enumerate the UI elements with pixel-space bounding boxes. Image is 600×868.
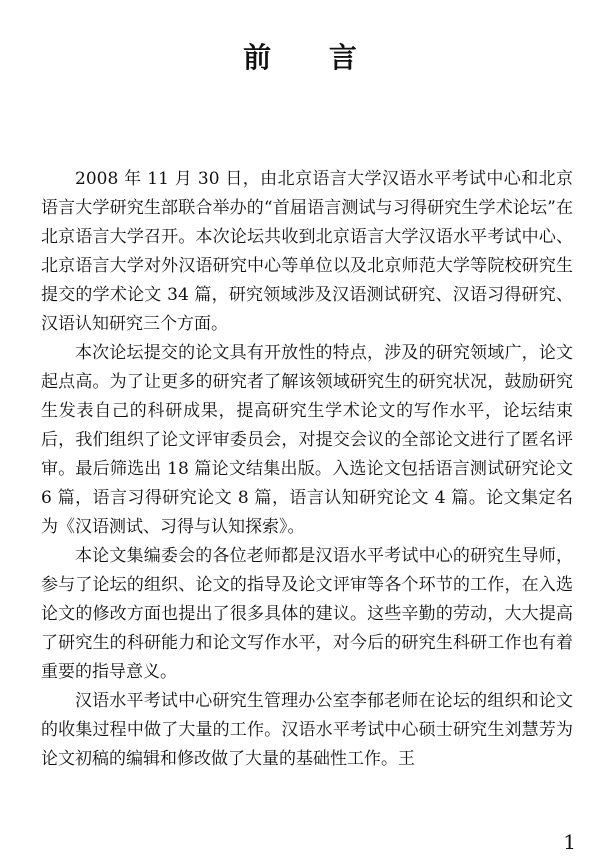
paragraph-4: 汉语水平考试中心研究生管理办公室李郁老师在论坛的组织和论文的收集过程中做了大量的工作。汉语水平考试中心硕士研究生刘慧芳为论文初稿的编辑和修改做了大量的基础性工作。王 bbox=[41, 691, 573, 769]
page-title: 前 言 bbox=[243, 41, 381, 74]
paragraph-3: 本论文集编委会的各位老师都是汉语水平考试中心的研究生导师，参与了论坛的组织、论文的指导及论文评审等各个环节的工作，在入选论文的修改方面也提出了很多具体的建议。这些辛勤的劳动，大大提高了研究生的科研能力和论文写作水平，对今后的研究生科研工作也有着重要的指导意义。 bbox=[41, 546, 573, 682]
paragraph-1: 2008 年 11 月 30 日，由北京语言大学汉语水平考试中心和北京语言大学研究生部联合举办的“首届语言测试与习得研究生学术论坛”在北京语言大学召开。本次论坛共收到北京语言大学汉语水平考试中心、北京语言大学对外汉语研究中心等单位以及北京师范大学等院校研究生提交的学术论文 34 篇，研究领域涉及汉语测试研究、汉语习得研究、汉语认知研究三个方面。 bbox=[41, 169, 573, 334]
paragraph-2: 本次论坛提交的论文具有开放性的特点，涉及的研究领域广，论文起点高。为了让更多的研究者了解该领域研究生的研究状况，鼓励研究生发表自己的科研成果，提高研究生学术论文的写作水平，论坛结束后，我们组织了论文评审委员会，对提交会议的全部论文进行了匿名评审。最后筛选出 18 篇论文结集出版。入选论文包括语言测试研究论文 6 篇，语言习得研究论文 8 篇，语言认知研究论文 4 篇。论文集定名为《汉语测试、习得与认知探索》。 bbox=[41, 343, 573, 537]
page-number: 1 bbox=[563, 830, 576, 854]
preface-body bbox=[41, 165, 573, 774]
